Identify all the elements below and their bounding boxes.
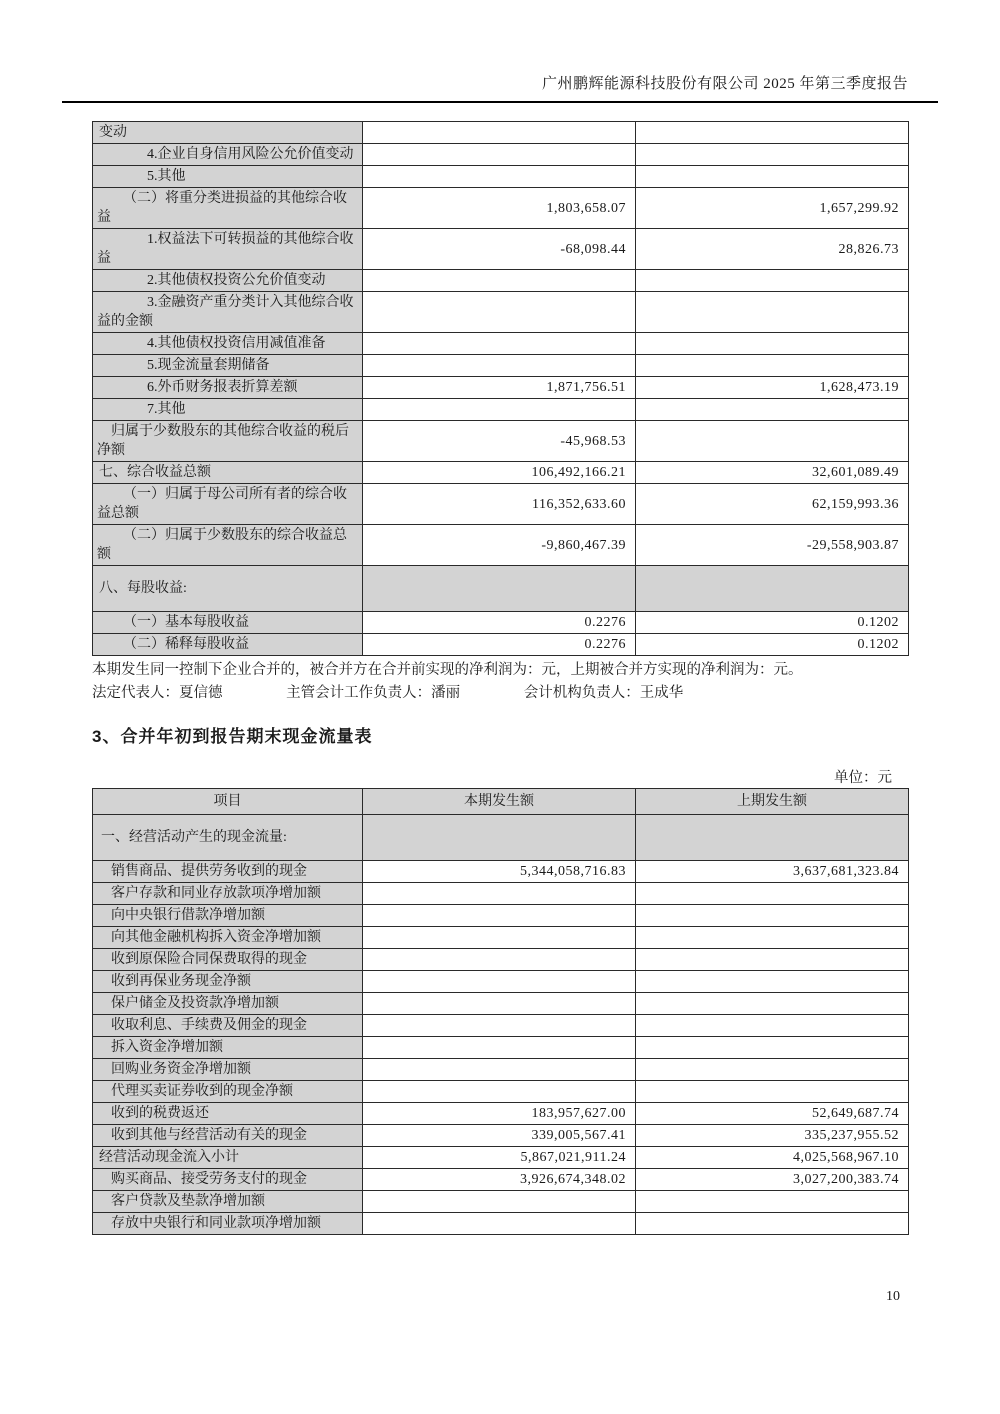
- cash-flow-prior-period-value: [636, 949, 909, 971]
- cash-flow-prior-period-value: [636, 927, 909, 949]
- income-table-row: [93, 188, 909, 229]
- cash-flow-table-row: [93, 1213, 909, 1235]
- income-row-label: 八、每股收益:: [93, 566, 363, 612]
- income-table-row: [93, 270, 909, 292]
- cash-flow-current-period-value: 339,005,567.41: [363, 1125, 636, 1147]
- cash-flow-current-period-value: [363, 993, 636, 1015]
- cash-flow-table-row: [93, 1037, 909, 1059]
- cash-flow-table-row: [93, 949, 909, 971]
- cash-flow-current-period-value: 3,926,674,348.02: [363, 1169, 636, 1191]
- cash-flow-table-row: [93, 1059, 909, 1081]
- income-current-period-value: 1,871,756.51: [363, 377, 636, 399]
- cash-flow-table-row: [93, 1147, 909, 1169]
- income-current-period-value: [363, 566, 636, 612]
- income-prior-period-value: [636, 566, 909, 612]
- cash-flow-current-period-value: [363, 949, 636, 971]
- income-prior-period-value: 62,159,993.36: [636, 484, 909, 525]
- cash-flow-prior-period-value: [636, 1213, 909, 1235]
- cash-flow-current-period-value: [363, 815, 636, 861]
- cash-flow-current-period-value: 5,344,058,716.83: [363, 861, 636, 883]
- income-row-label: （一）归属于母公司所有者的综合收益总额: [93, 484, 363, 525]
- income-current-period-value: -45,968.53: [363, 421, 636, 462]
- income-table-row: [93, 377, 909, 399]
- cash-flow-row-label: 收取利息、手续费及佣金的现金: [93, 1015, 363, 1037]
- income-table-row: [93, 421, 909, 462]
- cash-flow-table-row: [93, 1103, 909, 1125]
- income-row-label: 6.外币财务报表折算差额: [93, 377, 363, 399]
- cash-flow-table-row: [93, 905, 909, 927]
- signatories-line: [92, 683, 908, 703]
- income-row-label: 3.金融资产重分类计入其他综合收益的金额: [93, 292, 363, 333]
- income-current-period-value: [363, 144, 636, 166]
- cash-flow-prior-period-value: [636, 1037, 909, 1059]
- income-table-row: [93, 399, 909, 421]
- income-prior-period-value: 1,628,473.19: [636, 377, 909, 399]
- cash-flow-row-label: 向其他金融机构拆入资金净增加额: [93, 927, 363, 949]
- cash-flow-current-period-value: [363, 927, 636, 949]
- cash-flow-row-label: 收到原保险合同保费取得的现金: [93, 949, 363, 971]
- cash-flow-current-period-value: [363, 971, 636, 993]
- income-current-period-value: [363, 270, 636, 292]
- cash-flow-column-header: 上期发生额: [636, 789, 909, 815]
- income-table-row: [93, 355, 909, 377]
- income-row-label: 1.权益法下可转损益的其他综合收益: [93, 229, 363, 270]
- income-table-row: [93, 484, 909, 525]
- income-current-period-value: [363, 333, 636, 355]
- income-row-label: （一）基本每股收益: [93, 612, 363, 634]
- income-table-row: [93, 229, 909, 270]
- income-prior-period-value: [636, 399, 909, 421]
- cash-flow-table-row: [93, 927, 909, 949]
- cash-flow-row-label: 销售商品、提供劳务收到的现金: [93, 861, 363, 883]
- income-row-label: 变动: [93, 122, 363, 144]
- cash-flow-row-label: 回购业务资金净增加额: [93, 1059, 363, 1081]
- income-current-period-value: 0.2276: [363, 612, 636, 634]
- income-current-period-value: -68,098.44: [363, 229, 636, 270]
- income-row-label: 5.其他: [93, 166, 363, 188]
- cash-flow-table-row: [93, 883, 909, 905]
- section-heading: 3、合并年初到报告期末现金流量表: [92, 727, 373, 746]
- cash-flow-table-row: [93, 1191, 909, 1213]
- income-row-label: 5.现金流量套期储备: [93, 355, 363, 377]
- cash-flow-table-row: [93, 1125, 909, 1147]
- income-prior-period-value: [636, 292, 909, 333]
- page-number: 10: [886, 1289, 900, 1304]
- cash-flow-row-label: 向中央银行借款净增加额: [93, 905, 363, 927]
- income-current-period-value: [363, 355, 636, 377]
- cash-flow-column-header: 项目: [93, 789, 363, 815]
- unit-label: 单位：元: [834, 770, 892, 786]
- cash-flow-current-period-value: [363, 1213, 636, 1235]
- income-row-label: 归属于少数股东的其他综合收益的税后净额: [93, 421, 363, 462]
- cash-flow-table-row: [93, 861, 909, 883]
- cash-flow-prior-period-value: 3,027,200,383.74: [636, 1169, 909, 1191]
- cash-flow-row-label: 收到的税费返还: [93, 1103, 363, 1125]
- income-prior-period-value: 32,601,089.49: [636, 462, 909, 484]
- cash-flow-table: [92, 788, 909, 1235]
- income-prior-period-value: 0.1202: [636, 612, 909, 634]
- cash-flow-current-period-value: [363, 1037, 636, 1059]
- income-current-period-value: 106,492,166.21: [363, 462, 636, 484]
- cash-flow-current-period-value: [363, 1191, 636, 1213]
- header-divider: [62, 101, 938, 103]
- cash-flow-row-label: 收到再保业务现金净额: [93, 971, 363, 993]
- income-row-label: （二）稀释每股收益: [93, 634, 363, 656]
- income-table-row: [93, 333, 909, 355]
- cash-flow-row-label: 保户储金及投资款净增加额: [93, 993, 363, 1015]
- income-prior-period-value: 1,657,299.92: [636, 188, 909, 229]
- income-prior-period-value: -29,558,903.87: [636, 525, 909, 566]
- cash-flow-prior-period-value: 3,637,681,323.84: [636, 861, 909, 883]
- accounting-supervisor: 主管会计工作负责人：潘丽: [286, 685, 461, 701]
- cash-flow-row-label: 客户贷款及垫款净增加额: [93, 1191, 363, 1213]
- cash-flow-current-period-value: [363, 1059, 636, 1081]
- income-prior-period-value: 0.1202: [636, 634, 909, 656]
- cash-flow-header-row: [93, 789, 909, 815]
- document-header-title: 广州鹏辉能源科技股份有限公司 2025 年第三季度报告: [541, 76, 908, 92]
- income-table-row: [93, 612, 909, 634]
- income-prior-period-value: [636, 421, 909, 462]
- income-row-label: 七、综合收益总额: [93, 462, 363, 484]
- cash-flow-row-label: 客户存款和同业存放款项净增加额: [93, 883, 363, 905]
- income-table-row: [93, 166, 909, 188]
- income-current-period-value: 0.2276: [363, 634, 636, 656]
- cash-flow-prior-period-value: [636, 993, 909, 1015]
- income-table-row: [93, 292, 909, 333]
- income-row-label: （二）将重分类进损益的其他综合收益: [93, 188, 363, 229]
- income-table-row: [93, 525, 909, 566]
- income-current-period-value: 1,803,658.07: [363, 188, 636, 229]
- cash-flow-table-row: [93, 1169, 909, 1191]
- cash-flow-prior-period-value: [636, 1015, 909, 1037]
- cash-flow-current-period-value: 183,957,627.00: [363, 1103, 636, 1125]
- cash-flow-row-label: 购买商品、接受劳务支付的现金: [93, 1169, 363, 1191]
- cash-flow-table-row: [93, 971, 909, 993]
- cash-flow-prior-period-value: [636, 1081, 909, 1103]
- cash-flow-table-row: [93, 1015, 909, 1037]
- cash-flow-table-row: [93, 815, 909, 861]
- income-row-label: 4.企业自身信用风险公允价值变动: [93, 144, 363, 166]
- income-current-period-value: [363, 399, 636, 421]
- income-table-row: [93, 566, 909, 612]
- cash-flow-current-period-value: [363, 905, 636, 927]
- income-row-label: 7.其他: [93, 399, 363, 421]
- cash-flow-prior-period-value: [636, 883, 909, 905]
- cash-flow-prior-period-value: [636, 971, 909, 993]
- legal-representative: 法定代表人：夏信德: [92, 685, 223, 701]
- cash-flow-column-header: 本期发生额: [363, 789, 636, 815]
- income-prior-period-value: [636, 144, 909, 166]
- income-row-label: 4.其他债权投资信用减值准备: [93, 333, 363, 355]
- income-table-row: [93, 122, 909, 144]
- cash-flow-current-period-value: 5,867,021,911.24: [363, 1147, 636, 1169]
- accounting-agency-head: 会计机构负责人：王成华: [523, 685, 684, 701]
- cash-flow-row-label: 一、经营活动产生的现金流量:: [93, 815, 363, 861]
- income-current-period-value: [363, 292, 636, 333]
- cash-flow-row-label: 经营活动现金流入小计: [93, 1147, 363, 1169]
- income-current-period-value: -9,860,467.39: [363, 525, 636, 566]
- income-table-row: [93, 462, 909, 484]
- cash-flow-prior-period-value: [636, 1191, 909, 1213]
- cash-flow-row-label: 存放中央银行和同业款项净增加额: [93, 1213, 363, 1235]
- cash-flow-prior-period-value: 52,649,687.74: [636, 1103, 909, 1125]
- merger-note: 本期发生同一控制下企业合并的，被合并方在合并前实现的净利润为：元，上期被合并方实现的净利润为：元。: [92, 662, 803, 678]
- cash-flow-prior-period-value: 335,237,955.52: [636, 1125, 909, 1147]
- income-row-label: 2.其他债权投资公允价值变动: [93, 270, 363, 292]
- comprehensive-income-table: [92, 121, 909, 656]
- cash-flow-current-period-value: [363, 1015, 636, 1037]
- income-table-row: [93, 634, 909, 656]
- income-prior-period-value: [636, 270, 909, 292]
- income-current-period-value: [363, 122, 636, 144]
- income-prior-period-value: [636, 333, 909, 355]
- cash-flow-current-period-value: [363, 1081, 636, 1103]
- cash-flow-current-period-value: [363, 883, 636, 905]
- cash-flow-prior-period-value: [636, 905, 909, 927]
- income-prior-period-value: 28,826.73: [636, 229, 909, 270]
- cash-flow-row-label: 代理买卖证券收到的现金净额: [93, 1081, 363, 1103]
- cash-flow-table-row: [93, 993, 909, 1015]
- income-prior-period-value: [636, 122, 909, 144]
- income-table-row: [93, 144, 909, 166]
- income-current-period-value: 116,352,633.60: [363, 484, 636, 525]
- cash-flow-table-row: [93, 1081, 909, 1103]
- cash-flow-prior-period-value: 4,025,568,967.10: [636, 1147, 909, 1169]
- cash-flow-row-label: 拆入资金净增加额: [93, 1037, 363, 1059]
- cash-flow-row-label: 收到其他与经营活动有关的现金: [93, 1125, 363, 1147]
- cash-flow-prior-period-value: [636, 1059, 909, 1081]
- income-current-period-value: [363, 166, 636, 188]
- cash-flow-prior-period-value: [636, 815, 909, 861]
- income-prior-period-value: [636, 355, 909, 377]
- income-row-label: （二）归属于少数股东的综合收益总额: [93, 525, 363, 566]
- income-prior-period-value: [636, 166, 909, 188]
